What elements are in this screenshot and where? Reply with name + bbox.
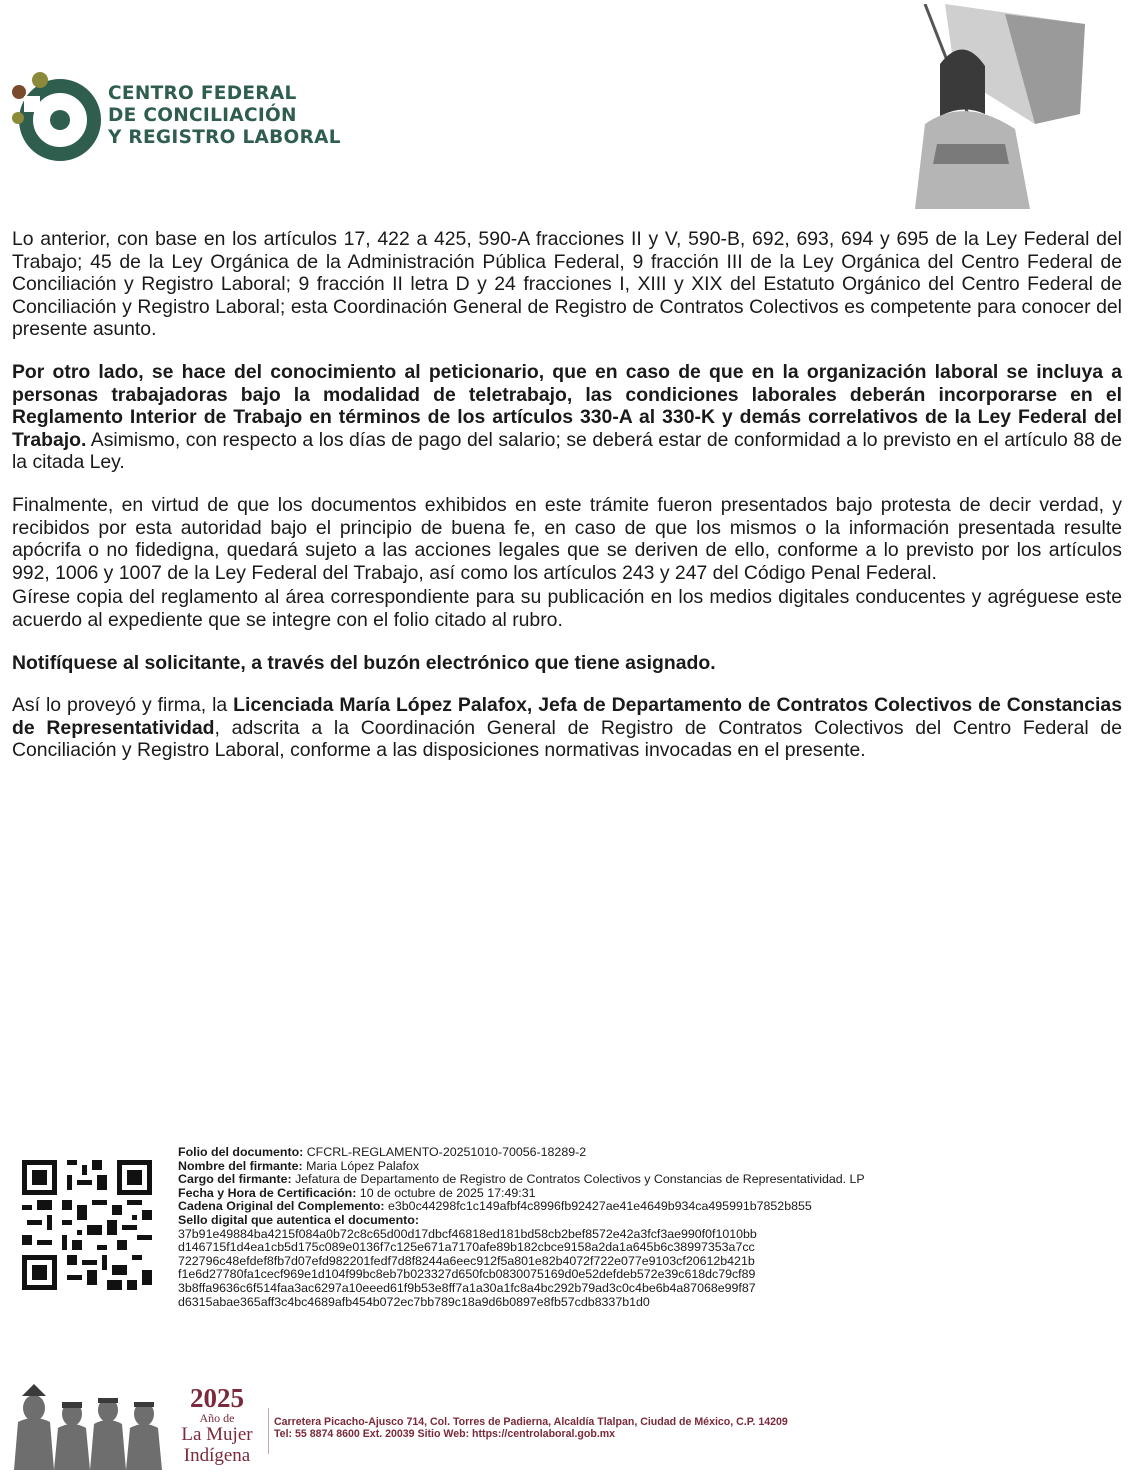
cert-signer-label: Nombre del firmante: [178,1158,303,1173]
org-name-line1: CENTRO FEDERAL [108,83,297,104]
cert-seal [178,1214,978,1228]
paragraph-teletrabajo-bold: Por otro lado, se hace del conocimiento al peticionario, que en caso de que en la organización laboral se incluya a personas trabajadoras bajo la modalidad de teletrabajo, las condiciones laborales deberán incorporarse en el Reglamento Interior de Trabajo en términos de los artículos 330-A al 330-K y demás correlativos de la Ley Federal del Trabajo. [12,360,1122,451]
footer-address-block [274,1416,788,1441]
cert-chain-value: e3b0c44298fc1c149afbf4c8996fb92427ae41e4649b934ca495991b7852b855 [388,1199,812,1214]
paragraph-girese: Gírese copia del reglamento al área correspondiente para su publicación en los medios digitales conducentes y agréguese este acuerdo al expediente que se integre con el folio citado al rubro. [12,586,1122,631]
cert-chain [178,1200,978,1214]
year-line3: Indígena [183,1445,251,1466]
cert-folio-label: Folio del documento: [178,1145,304,1159]
paragraph-firma-intro: Así lo proveyó y firma, la [12,694,234,717]
year-number: 2025 [190,1383,244,1413]
cert-chain-label: Cadena Original del Complemento: [178,1199,385,1214]
paragraph-legal-basis: Lo anterior, con base en los artículos 17, 422 a 425, 590-A fracciones II y V, 590-B, 692, 693, 694 y 695 de la Ley Federal del Trabajo; 45 de la Ley Orgánica de la Administración Pública Federal, 9 fracción III de la Ley Orgánica del Centro Federal de Conciliación y Registro Laboral; 9 fracción II letra D y 24 fracciones I, XIII y XIX del Estatuto Orgánico del Centro Federal de Conciliación y Registro Laboral; esta Coordinación General de Registro de Contratos Colectivos es competente para conocer del presente asunto. [12,228,1122,341]
cert-signer [178,1160,978,1174]
indigenous-women-illustration-icon [12,1378,167,1470]
cert-seal-label: Sello digital que autentica el documento: [178,1212,419,1227]
footer-contact: Tel: 55 8874 8600 Ext. 20039 Sitio Web: https://centrolaboral.gob.mx [274,1428,616,1441]
cert-date-label: Fecha y Hora de Certificación: [178,1185,357,1200]
paragraph-finalmente: Finalmente, en virtud de que los documentos exhibidos en este trámite fueron presentados bajo protesta de decir verdad, y recibidos por esta autoridad bajo el principio de buena fe, en caso de que los mismos o la información presentada resulte apócrifa o no fidedigna, quedará sujeto a las acciones legales que se deriven de ello, conforme a lo previsto por los artículos 992, 1006 y 1007 de la Ley Federal del Trabajo, así como los artículos 243 y 247 del Código Penal Federal. [12,493,1122,584]
cert-position [178,1173,978,1187]
certification-block [178,1146,978,1309]
org-name [108,83,341,149]
org-name-line3: Y REGISTRO LABORAL [108,127,341,148]
cert-seal-value: 37b91e49884ba4215f084a0b72c8c65d00d17dbcf46818ed181bd58cb2bef8572e42a3fcf3ae990f0f1010bbd146715f1d4ea1cb5d175c089e0136f7c125e671a7170afe89b182cbce9158a2da1a645b6c38997353a7cc722796c48efdef8fb7d07efd982201fedf7d8f8244a6eec912f5a801e82b4072f722e077e9103cf20612b421bf1e6d27780fa1cecf969e1d104f99bc8eb7b023327d650fcb0830075169d0e52defdeb572e39c618dc79cf893b8ffa9636c6f514faa3ac6297a10eeed61f9b53e8ff7a1a30a1fc8a4bc292b79ad3c0c4be6b4a87068e99f87d6315abae365aff3c4bc4689afb454b072ec7bb789c18a9d6b0897e8fb57cdb8337b1d0 [178,1226,757,1309]
paragraph-notifiquese [12,652,1122,675]
footer-address: Carretera Picacho-Ajusco 714, Col. Torres de Padierna, Alcaldía Tlalpan, Ciudad de México, C.P. 14209 [274,1416,788,1428]
cfcrl-logo-icon [10,70,102,162]
cert-position-value: Jefatura de Departamento de Registro de Contratos Colectivos y Constancias de Representatividad. LP [295,1172,865,1187]
year-badge [174,1384,260,1466]
cert-folio-value: CFCRL-REGLAMENTO-20251010-70056-18289-2 [306,1145,587,1159]
cert-date [178,1187,978,1201]
paragraph-firma-rest: , adscrita a la Coordinación General de Registro de Contratos Colectivos del Centro Federal de Conciliación y Registro Laboral, conforme a las disposiciones normativas invocadas en el presente. [12,716,1122,762]
cert-folio [178,1146,978,1160]
cert-date-value: 10 de octubre de 2025 17:49:31 [359,1185,536,1200]
flag-woman-illustration-icon [885,4,1095,209]
paragraph-firma [12,694,1122,762]
paragraph-teletrabajo-rest: Asimismo, con respecto a los días de pago del salario; se deberá estar de conformidad a lo previsto en el artículo 88 de la citada Ley. [12,428,1122,474]
paragraph-notifiquese-bold: Notifíquese al solicitante, a través del buzón electrónico que tiene asignado. [12,651,716,674]
cert-signer-value: Maria López Palafox [306,1158,420,1173]
header [10,70,341,162]
year-line2: La Mujer [181,1424,253,1445]
paragraph-firma-bold: Licenciada María López Palafox, Jefa de Departamento de Contratos Colectivos de Constancias de Representatividad [12,694,1122,739]
document-body [12,228,1122,782]
qr-code-icon [22,1160,152,1290]
year-subtitle: Año de [199,1411,235,1425]
org-name-line2: DE CONCILIACIÓN [108,105,297,126]
cert-position-label: Cargo del firmante: [178,1172,292,1187]
paragraph-teletrabajo [12,361,1122,474]
